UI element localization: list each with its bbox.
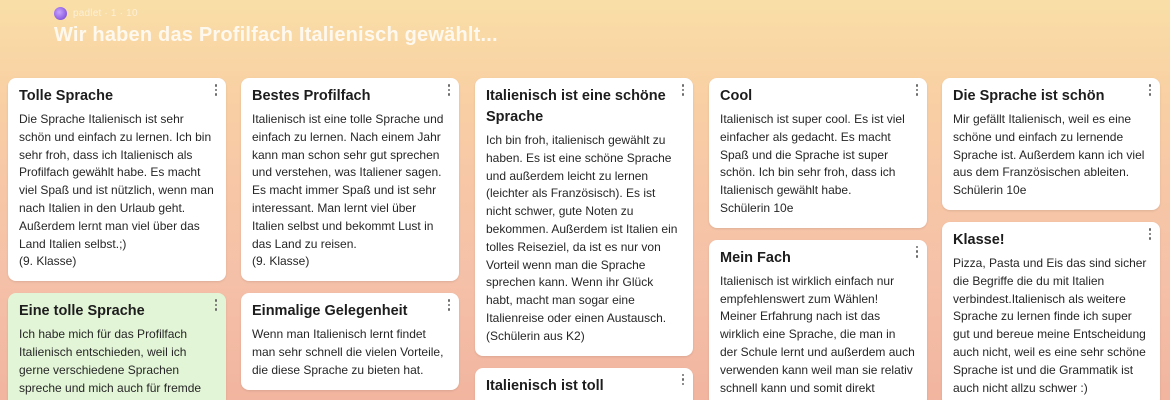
post-card[interactable] <box>8 78 226 281</box>
post-body: Italienisch ist eine tolle Sprache und einfach zu lernen. Nach einem Jahr kann man schon sehr gut sprechen und verstehen, was Italiener sagen. Es macht immer Spaß und ist sehr interessant. Man lernt viel über Italien selbst und bekommt Lust in das Land zu reisen. (9. Klasse) <box>252 112 444 269</box>
post-title: Eine tolle Sprache <box>19 303 145 320</box>
post-card[interactable] <box>241 78 459 281</box>
post-card[interactable] <box>475 368 693 400</box>
board-breadcrumb[interactable] <box>54 7 138 20</box>
post-card[interactable] <box>709 240 927 400</box>
page-title: Wir haben das Profilfach Italienisch gewählt... <box>54 24 498 46</box>
post-title: Cool <box>720 88 753 104</box>
more-options-icon[interactable] <box>211 83 221 97</box>
post-card[interactable] <box>241 293 459 389</box>
column-1 <box>8 78 226 400</box>
more-options-icon[interactable] <box>1145 83 1155 97</box>
post-title: Klasse! <box>953 231 1005 248</box>
column-4 <box>709 78 927 400</box>
more-options-icon[interactable] <box>912 245 922 259</box>
post-title: Italienisch ist toll <box>486 377 604 394</box>
post-title: Tolle Sprache <box>19 88 114 104</box>
post-body: Italienisch ist wirklich einfach nur empfehlenswert zum Wählen! Meiner Erfahrung nach ist das wirklich eine Sprache, die man in der Schule lernt und außerdem auch verwenden kann weil man sie relativ schnell kann und somit direkt <box>720 273 915 395</box>
post-body: Die Sprache Italienisch ist sehr schön und einfach zu lernen. Ich bin sehr froh, dass ich Italienisch als Profilfach gewählt habe. Es macht viel Spaß und ist nützlich, wenn man nach Italien in den Urlaub geht. Außerdem lernt man viel über das Land Italien selbst.;) (9. Klasse) <box>19 112 214 269</box>
avatar[interactable] <box>54 7 67 20</box>
column-5 <box>942 78 1160 400</box>
more-options-icon[interactable] <box>444 298 454 312</box>
post-title: Die Sprache ist schön <box>953 88 1105 104</box>
more-options-icon[interactable] <box>1145 227 1155 241</box>
post-card[interactable] <box>942 78 1160 210</box>
post-title: Einmalige Gelegenheit <box>252 303 408 320</box>
post-body: Ich bin froh, italienisch gewählt zu haben. Es ist eine schöne Sprache und außerdem leicht zu lernen (leichter als Französisch). Es ist nicht schwer, gute Noten zu bekommen. Außerdem ist Italien ein tolles Reiseziel, da ist es nur von Vorteil wenn man die Sprache sprechen kann. Wenn ihr Glück habt, macht man sogar eine Italienreise oder einen Austausch. (Schülerin aus K2) <box>486 133 678 343</box>
breadcrumb-text: padlet · 1 · 10 <box>73 8 138 19</box>
more-options-icon[interactable] <box>211 298 221 312</box>
post-body: Pizza, Pasta und Eis das sind sicher die Begriffe die du mit Italien verbindest.Italienisch als weitere Sprache zu lernen finde ich super gut und bereue meine Entscheidung auch nicht, weil es eine sehr schöne Sprache ist und die Grammatik ist auch nicht allzu schwer :) <box>953 255 1147 395</box>
column-3 <box>475 78 693 400</box>
post-body: Ich habe mich für das Profilfach Italienisch entschieden, weil ich gerne verschiedene Sprachen spreche und mich auch für fremde <box>19 327 202 395</box>
post-card[interactable] <box>8 293 226 400</box>
board-header <box>0 0 1170 70</box>
column-2 <box>241 78 459 400</box>
post-title: Bestes Profilfach <box>252 88 371 104</box>
post-card[interactable] <box>709 78 927 228</box>
post-body: Mir gefällt Italienisch, weil es eine schöne und einfach zu lernende Sprache ist. Außerdem kann ich viel aus dem Französischen ableiten. Schülerin 10e <box>953 112 1145 198</box>
post-body: Wenn man Italienisch lernt findet man sehr schnell die vielen Vorteile, die diese Sprache zu bieten hat. <box>252 327 444 377</box>
post-title: Mein Fach <box>720 249 791 266</box>
post-card[interactable] <box>942 222 1160 400</box>
more-options-icon[interactable] <box>912 83 922 97</box>
post-body: Italienisch ist super cool. Es ist viel einfacher als gedacht. Es macht Spaß und die Sprache ist super schön. Ich bin sehr froh, dass ich Italienisch gewählt habe. Schülerin 10e <box>720 112 905 215</box>
more-options-icon[interactable] <box>444 83 454 97</box>
post-title: Italienisch ist eine schöne Sprache <box>486 88 666 125</box>
post-card[interactable] <box>475 78 693 356</box>
more-options-icon[interactable] <box>678 373 688 387</box>
more-options-icon[interactable] <box>678 83 688 97</box>
